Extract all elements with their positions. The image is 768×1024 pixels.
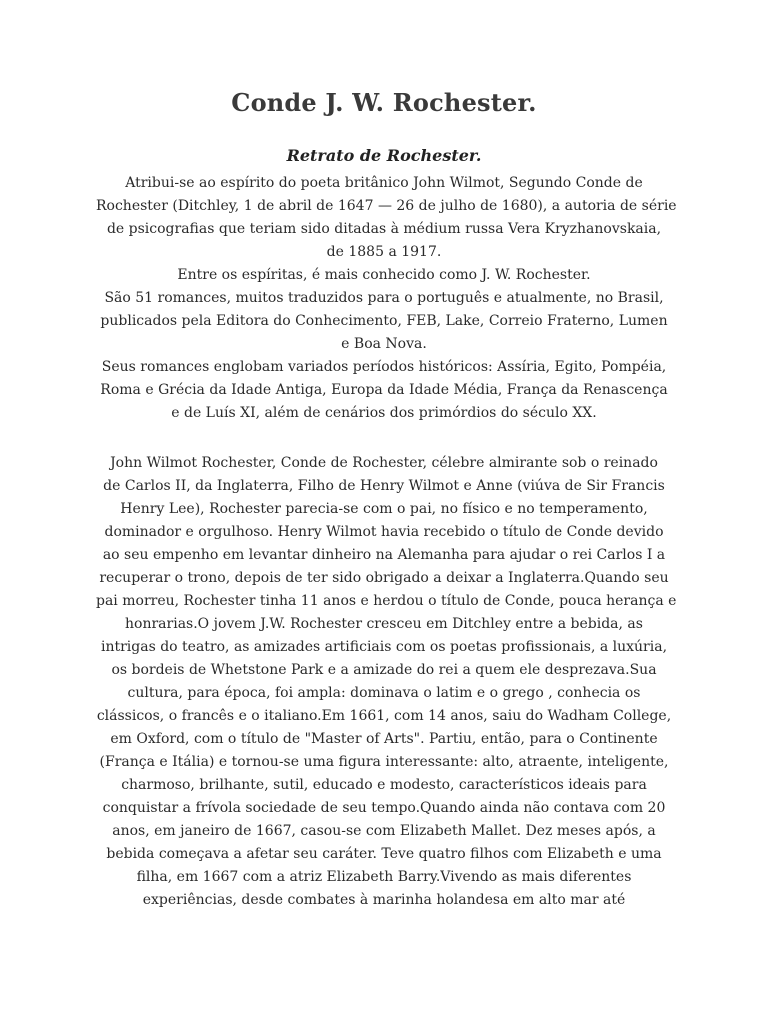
text-line: Rochester (Ditchley, 1 de abril de 1647 — 26 de julho de 1680), a autoria de série: [96, 198, 677, 214]
text-line: clássicos, o francês e o italiano.Em 1661, com 14 anos, saiu do Wadham College,: [96, 708, 672, 724]
text-line: de 1885 a 1917.: [326, 244, 442, 260]
text-line: Henry Lee), Rochester parecia-se com o pai, no físico e no temperamento,: [120, 501, 648, 517]
text-line: Entre os espíritas, é mais conhecido como J. W. Rochester.: [177, 267, 591, 283]
text-line: Roma e Grécia da Idade Antiga, Europa da Idade Média, França da Renascença: [100, 382, 668, 398]
text-line: de psicografias que teriam sido ditadas à médium russa Vera Kryzhanovskaia,: [106, 221, 662, 237]
section-subtitle: Retrato de Rochester.: [286, 146, 482, 165]
text-line: intrigas do teatro, as amizades artificiais com os poetas profissionais, a luxúria,: [100, 639, 668, 655]
text-line: conquistar a frívola sociedade de seu tempo.Quando ainda não contava com 20: [102, 800, 666, 816]
text-line: charmoso, brilhante, sutil, educado e modesto, característicos ideais para: [121, 777, 647, 793]
text-line: bebida começava a afetar seu caráter. Teve quatro filhos com Elizabeth e uma: [106, 846, 662, 862]
text-line: anos, em janeiro de 1667, casou-se com Elizabeth Mallet. Dez meses após, a: [112, 823, 656, 839]
text-line: filha, em 1667 com a atriz Elizabeth Barry.Vivendo as mais diferentes: [136, 869, 632, 885]
text-line: dominador e orgulhoso. Henry Wilmot havia recebido o título de Conde devido: [104, 524, 664, 540]
intro-paragraph: [96, 172, 677, 425]
text-line: recuperar o trono, depois de ter sido obrigado a deixar a Inglaterra.Quando seu: [99, 570, 669, 586]
text-line: Seus romances englobam variados períodos históricos: Assíria, Egito, Pompéia,: [101, 359, 667, 375]
biography-paragraph: [96, 452, 677, 912]
text-line: os bordeis de Whetstone Park e a amizade do rei a quem ele desprezava.Sua: [111, 662, 657, 678]
text-line: John Wilmot Rochester, Conde de Rochester, célebre almirante sob o reinado: [110, 455, 658, 471]
text-line: pai morreu, Rochester tinha 11 anos e herdou o título de Conde, pouca herança e: [96, 593, 677, 609]
text-line: em Oxford, com o título de "Master of Arts". Partiu, então, para o Continente: [110, 731, 658, 747]
text-line: e Boa Nova.: [341, 336, 427, 352]
text-line: São 51 romances, muitos traduzidos para o português e atualmente, no Brasil,: [104, 290, 664, 306]
text-line: ao seu empenho em levantar dinheiro na Alemanha para ajudar o rei Carlos I a: [102, 547, 666, 563]
text-line: cultura, para época, foi ampla: dominava o latim e o grego , conhecia os: [127, 685, 641, 701]
page-title: Conde J. W. Rochester.: [231, 88, 537, 117]
text-line: (França e Itália) e tornou-se uma figura interessante: alto, atraente, inteligente,: [99, 754, 669, 770]
text-line: experiências, desde combates à marinha holandesa em alto mar até: [142, 892, 626, 908]
text-line: e de Luís XI, além de cenários dos primórdios do século XX.: [171, 405, 597, 421]
text-line: honrarias.O jovem J.W. Rochester cresceu em Ditchley entre a bebida, as: [125, 616, 643, 632]
text-line: publicados pela Editora do Conhecimento, FEB, Lake, Correio Fraterno, Lumen: [100, 313, 668, 329]
text-line: de Carlos II, da Inglaterra, Filho de Henry Wilmot e Anne (viúva de Sir Francis: [103, 478, 665, 494]
text-line: Atribui-se ao espírito do poeta britânico John Wilmot, Segundo Conde de: [125, 175, 643, 191]
